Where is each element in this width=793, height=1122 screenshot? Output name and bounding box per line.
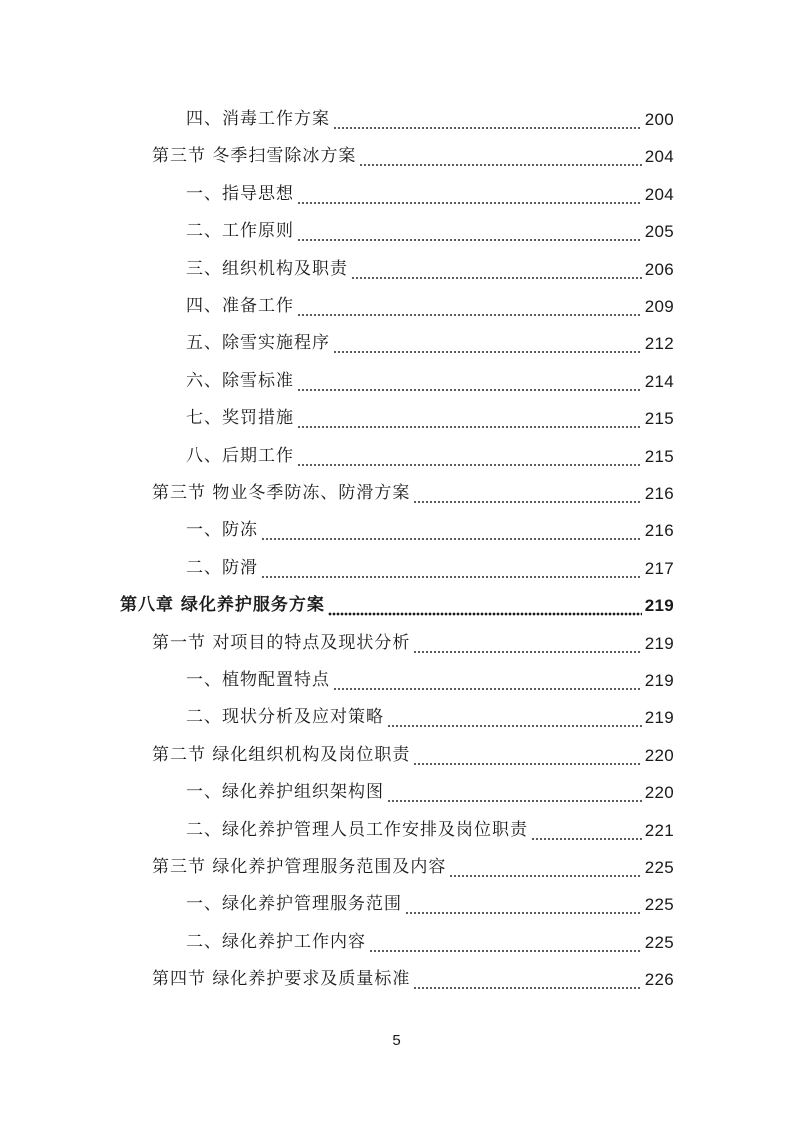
dot-leader <box>261 512 642 549</box>
toc-entry-section[interactable] <box>152 961 674 998</box>
toc-entry-page: 225 <box>644 895 674 915</box>
toc-entry-page: 205 <box>644 222 674 242</box>
toc-entry-page: 220 <box>644 783 674 803</box>
toc-entry-item[interactable] <box>186 176 674 213</box>
toc-entry-label: 一、指导思想 <box>186 183 294 204</box>
toc-entry-label: 第三节 冬季扫雪除冰方案 <box>152 146 357 167</box>
toc-entry-page: 220 <box>644 745 674 765</box>
dot-leader <box>333 662 642 699</box>
toc-entry-item[interactable] <box>186 774 674 811</box>
toc-entry-page: 219 <box>644 708 674 728</box>
toc-entry-page: 225 <box>644 858 674 877</box>
toc-entry-page: 219 <box>644 633 674 653</box>
dot-leader <box>413 961 641 998</box>
toc-entry-section[interactable] <box>152 737 674 774</box>
toc-entry-section[interactable] <box>152 625 674 662</box>
toc-entry-page: 219 <box>644 671 674 690</box>
toc-entry-section[interactable] <box>152 138 674 175</box>
toc-entry-label: 六、除雪标准 <box>186 370 294 391</box>
dot-leader <box>359 138 641 175</box>
dot-leader <box>413 625 641 662</box>
toc-entry-page: 226 <box>644 970 674 990</box>
dot-leader <box>261 550 642 587</box>
toc-entry-page: 212 <box>644 334 674 354</box>
dot-leader <box>449 849 641 886</box>
toc-entry-page: 214 <box>644 371 674 391</box>
toc-entry-page: 204 <box>644 184 674 204</box>
toc-entry-page: 219 <box>644 596 674 616</box>
dot-leader <box>387 699 642 736</box>
toc-entry-item[interactable] <box>186 924 674 961</box>
toc-entry-label: 五、除雪实施程序 <box>186 333 330 354</box>
toc-entry-item[interactable] <box>186 251 674 288</box>
toc-entry-label: 二、绿化养护管理人员工作安排及岗位职责 <box>186 819 528 840</box>
toc-entry-label: 四、准备工作 <box>186 296 294 316</box>
dot-leader <box>333 101 642 138</box>
toc-entry-page: 215 <box>644 446 674 466</box>
toc-entry-label: 一、绿化养护管理服务范围 <box>186 894 402 915</box>
toc-entry-page: 216 <box>644 521 674 541</box>
dot-leader <box>297 288 642 325</box>
dot-leader <box>333 325 642 362</box>
toc-entry-label: 二、工作原则 <box>186 221 294 242</box>
dot-leader <box>297 438 642 475</box>
toc-entry-label: 第一节 对项目的特点及现状分析 <box>152 632 411 653</box>
toc-entry-item[interactable] <box>186 363 674 400</box>
toc-entry-item[interactable] <box>186 101 674 138</box>
toc-entry-page: 221 <box>644 820 674 840</box>
toc-entry-label: 三、组织机构及职责 <box>186 258 348 279</box>
dot-leader <box>413 475 641 512</box>
toc-entry-label: 第八章 绿化养护服务方案 <box>120 595 325 616</box>
toc-entry-chapter[interactable] <box>120 587 674 624</box>
dot-leader <box>531 812 642 849</box>
toc-entry-page: 216 <box>644 484 674 503</box>
toc-entry-item[interactable] <box>186 886 674 923</box>
toc-entry-item[interactable] <box>186 325 674 362</box>
toc-entry-label: 一、防冻 <box>186 520 258 541</box>
toc-entry-label: 二、现状分析及应对策略 <box>186 707 384 728</box>
dot-leader <box>387 774 642 811</box>
dot-leader <box>405 886 642 923</box>
toc-entry-label: 四、消毒工作方案 <box>186 109 330 129</box>
toc-entry-item[interactable] <box>186 213 674 250</box>
toc-entry-page: 225 <box>644 932 674 952</box>
toc-entry-item[interactable] <box>186 699 674 736</box>
toc-entry-label: 二、绿化养护工作内容 <box>186 931 366 952</box>
toc-entry-label: 二、防滑 <box>186 557 258 578</box>
toc-entry-item[interactable] <box>186 512 674 549</box>
toc-entry-item[interactable] <box>186 550 674 587</box>
dot-leader <box>297 213 642 250</box>
toc-entry-page: 206 <box>644 259 674 279</box>
dot-leader <box>351 251 642 288</box>
page-number: 5 <box>392 1032 401 1049</box>
dot-leader <box>328 587 642 624</box>
toc-entry-page: 215 <box>644 409 674 429</box>
toc-entry-page: 209 <box>644 297 674 316</box>
toc-entry-label: 一、绿化养护组织架构图 <box>186 782 384 803</box>
toc-entry-section[interactable] <box>152 475 674 512</box>
dot-leader <box>297 363 642 400</box>
toc-entry-page: 204 <box>644 147 674 167</box>
toc-entry-page: 200 <box>644 110 674 129</box>
dot-leader <box>297 400 642 437</box>
toc-entry-page: 217 <box>644 558 674 578</box>
toc-entry-item[interactable] <box>186 288 674 325</box>
toc-entry-section[interactable] <box>152 849 674 886</box>
toc-entry-item[interactable] <box>186 400 674 437</box>
dot-leader <box>413 737 641 774</box>
toc-entry-label: 一、植物配置特点 <box>186 670 330 690</box>
dot-leader <box>369 924 642 961</box>
dot-leader <box>297 176 642 213</box>
toc-entry-label: 七、奖罚措施 <box>186 408 294 429</box>
toc-entry-item[interactable] <box>186 438 674 475</box>
toc-entry-label: 八、后期工作 <box>186 445 294 466</box>
toc-entry-label: 第三节 绿化养护管理服务范围及内容 <box>152 857 447 877</box>
toc-entry-label: 第四节 绿化养护要求及质量标准 <box>152 969 411 990</box>
toc-entry-label: 第三节 物业冬季防冻、防滑方案 <box>152 483 411 503</box>
toc-entry-label: 第二节 绿化组织机构及岗位职责 <box>152 744 411 765</box>
toc-entry-item[interactable] <box>186 662 674 699</box>
toc-entry-item[interactable] <box>186 812 674 849</box>
